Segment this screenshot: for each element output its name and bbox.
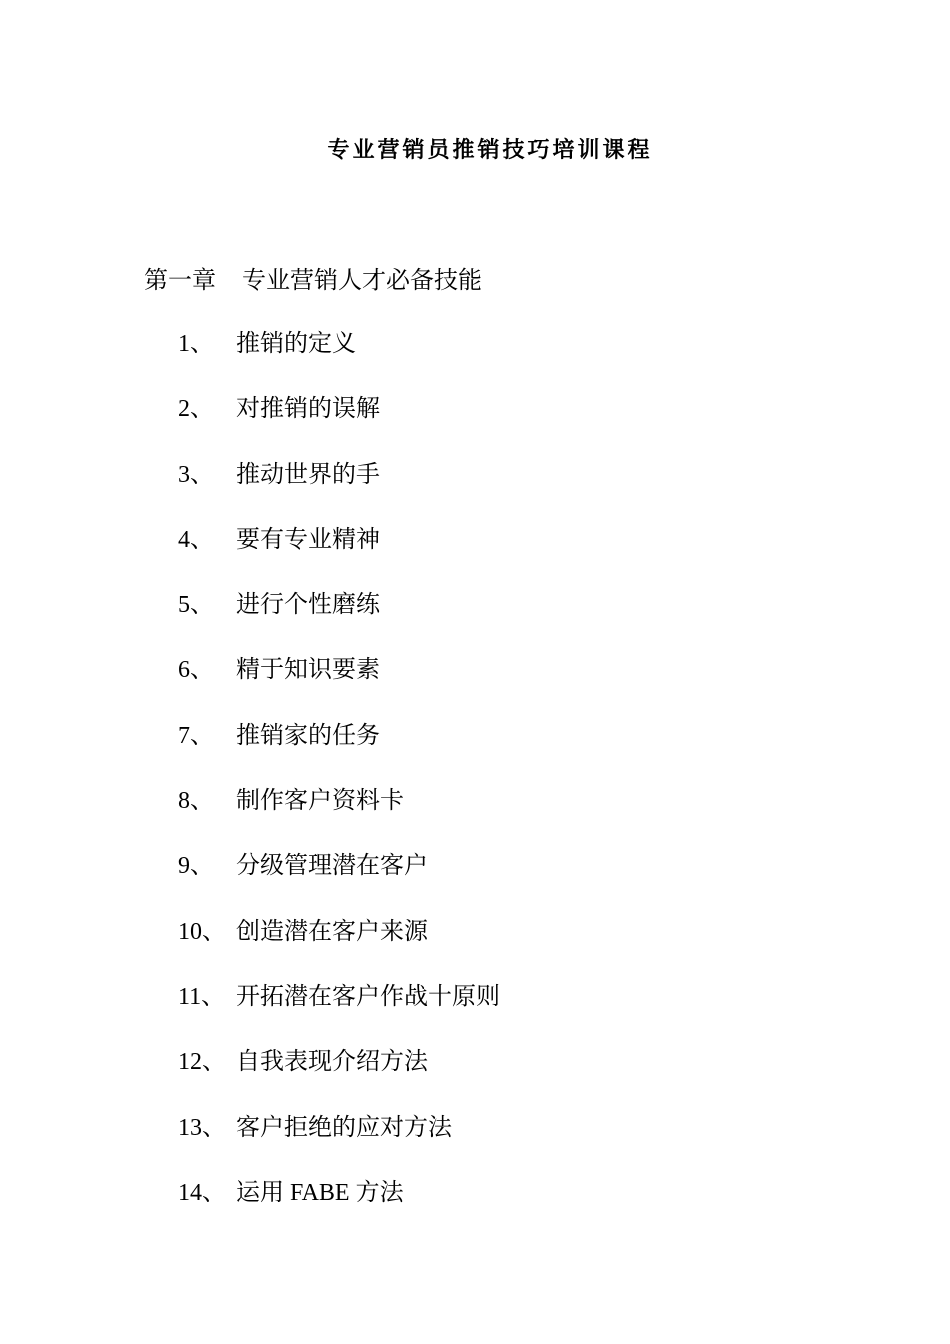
list-item: [178, 1110, 500, 1175]
list-item: [178, 652, 500, 717]
item-number: 12、: [178, 1049, 226, 1076]
document-title: 专业营销员推销技巧培训课程: [327, 137, 653, 162]
list-item: [178, 522, 500, 587]
list-item: [178, 979, 500, 1044]
item-number: 6、: [178, 657, 214, 684]
list-item: [178, 783, 500, 848]
item-number: 1、: [178, 331, 214, 357]
item-number: 9、: [178, 853, 214, 880]
item-text: 对推销的误解: [236, 396, 380, 423]
chapter-title: 专业营销人才必备技能: [242, 266, 482, 294]
item-text: 创造潜在客户来源: [236, 918, 428, 945]
item-text: 开拓潜在客户作战十原则: [236, 983, 500, 1010]
item-text: 制作客户资料卡: [236, 788, 404, 815]
item-number: 11、: [178, 983, 226, 1010]
item-text: 进行个性磨练: [236, 592, 380, 619]
list-item: [178, 587, 500, 652]
list-item: [178, 457, 500, 522]
item-number: 3、: [178, 461, 214, 488]
list-item: [178, 391, 500, 456]
item-text: 运用 FABE 方法: [236, 1179, 404, 1206]
item-text: 推动世界的手: [236, 461, 380, 488]
item-number: 14、: [178, 1179, 226, 1206]
item-number: 8、: [178, 788, 214, 815]
item-text: 自我表现介绍方法: [236, 1049, 428, 1076]
list-item: [178, 914, 500, 979]
item-number: 10、: [178, 918, 226, 945]
item-number: 5、: [178, 592, 214, 619]
item-text: 精于知识要素: [236, 657, 380, 684]
list-item: [178, 1044, 500, 1109]
item-number: 4、: [178, 526, 214, 553]
chapter-number: 第一章: [144, 266, 216, 294]
list-item: [178, 718, 500, 783]
item-number: 7、: [178, 722, 214, 749]
item-number: 13、: [178, 1114, 226, 1141]
item-text: 要有专业精神: [236, 526, 380, 553]
item-text: 推销家的任务: [236, 722, 380, 749]
item-text: 推销的定义: [236, 331, 356, 357]
chapter-heading: [144, 262, 482, 298]
list-item: [178, 848, 500, 913]
list-item: [178, 1175, 500, 1240]
item-text: 分级管理潜在客户: [236, 853, 428, 880]
chapter-item-list: [178, 326, 500, 1240]
item-text: 客户拒绝的应对方法: [236, 1114, 452, 1141]
list-item: [178, 326, 500, 391]
item-number: 2、: [178, 396, 214, 423]
